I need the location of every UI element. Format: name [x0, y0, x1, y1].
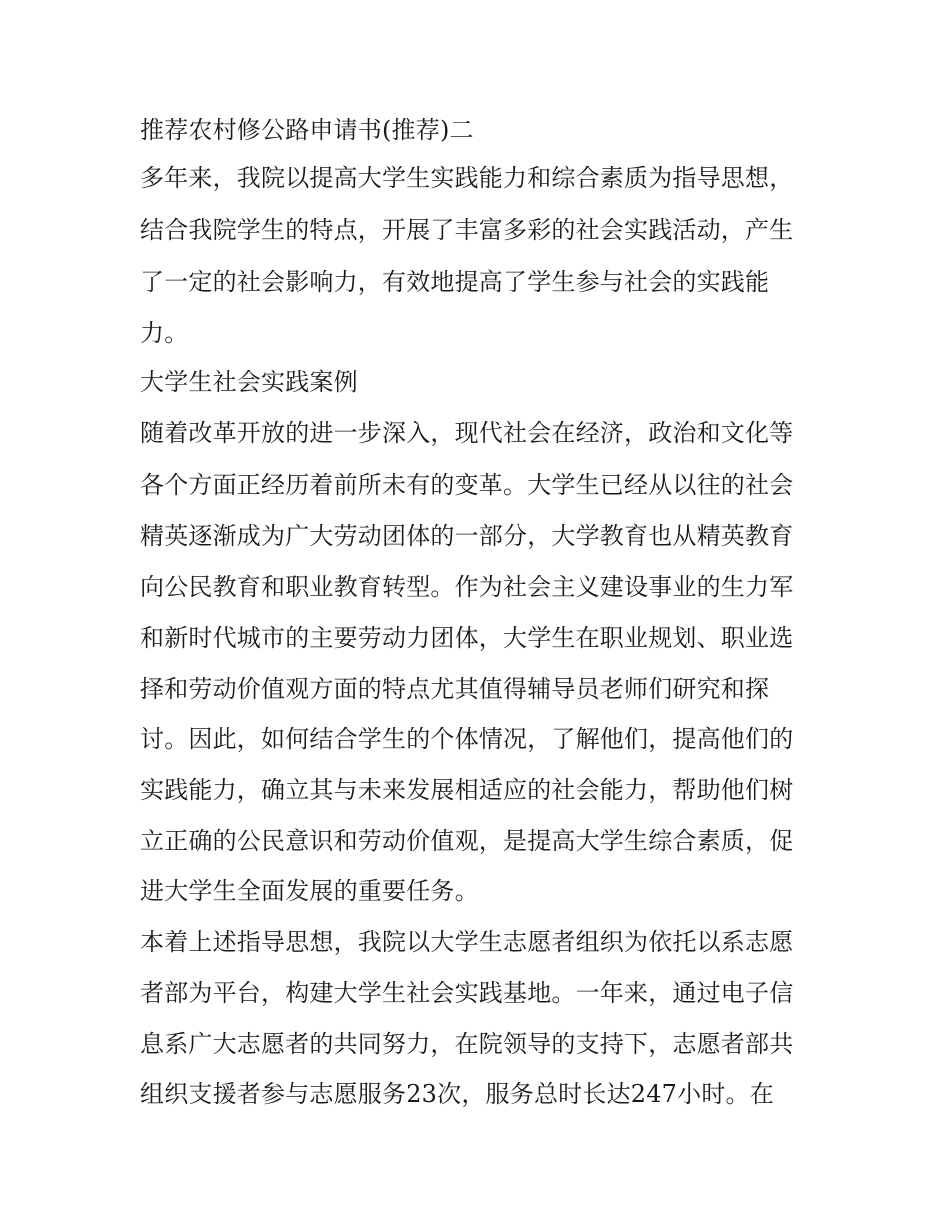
paragraph-line: 择和劳动价值观方面的特点尤其值得辅导员老师们研究和探	[140, 675, 770, 703]
paragraph-line: 实践能力，确立其与未来发展相适应的社会能力，帮助他们树	[140, 776, 794, 804]
paragraph-line: 进大学生全面发展的重要任务。	[140, 877, 479, 905]
paragraph-line: 组织支援者参与志愿服务23次，服务总时长达247小时。在	[140, 1080, 774, 1108]
paragraph-line: 讨。因此，如何结合学生的个体情况，了解他们，提高他们的	[140, 725, 794, 753]
paragraph-line: 和新时代城市的主要劳动力团体，大学生在职业规划、职业选	[140, 624, 794, 652]
paragraph-line: 息系广大志愿者的共同努力，在院领导的支持下，志愿者部共	[140, 1030, 794, 1058]
paragraph-line: 多年来，我院以提高大学生实践能力和综合素质为指导思想，	[140, 164, 794, 192]
paragraph-line: 精英逐渐成为广大劳动团体的一部分，大学教育也从精英教育	[140, 522, 794, 550]
paragraph-line: 结合我院学生的特点，开展了丰富多彩的社会实践活动，产生	[140, 216, 794, 244]
paragraph-line: 各个方面正经历着前所未有的变革。大学生已经从以往的社会	[140, 471, 794, 499]
paragraph-line: 向公民教育和职业教育转型。作为社会主义建设事业的生力军	[140, 573, 794, 601]
section-heading: 大学生社会实践案例	[140, 368, 358, 396]
paragraph-line: 力。	[140, 319, 189, 347]
paragraph-line: 随着改革开放的进一步深入，现代社会在经济，政治和文化等	[140, 419, 794, 447]
paragraph-line: 者部为平台，构建大学生社会实践基地。一年来，通过电子信	[140, 979, 794, 1007]
paragraph-line: 了一定的社会影响力，有效地提高了学生参与社会的实践能	[140, 268, 770, 296]
document-title: 推荐农村修公路申请书(推荐)二	[140, 116, 474, 144]
paragraph-line: 立正确的公民意识和劳动价值观，是提高大学生综合素质，促	[140, 827, 794, 855]
paragraph-line: 本着上述指导思想，我院以大学生志愿者组织为依托以系志愿	[140, 928, 794, 956]
